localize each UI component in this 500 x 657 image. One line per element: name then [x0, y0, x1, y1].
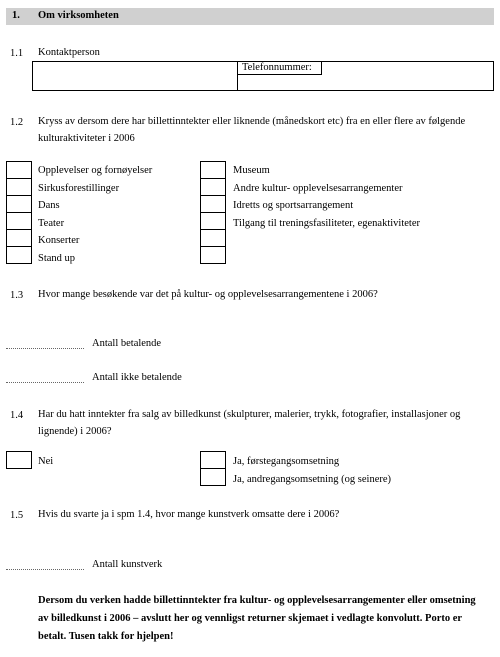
checkbox-museum[interactable]: [200, 161, 226, 179]
option-label: Sirkusforestillinger: [38, 182, 120, 194]
checkbox-ja-andregang[interactable]: [200, 468, 226, 486]
nonpaying-visitors-label: Antall ikke betalende: [92, 372, 182, 383]
option-label: Museum: [233, 165, 270, 176]
q14-text: Har du hatt inntekter fra salg av billedkunst (skulpturer, malerier, trykk, fotografier, installasjoner og lignende) i 2006?: [38, 409, 461, 437]
option-nei-label: Nei: [38, 456, 54, 467]
checkbox-standup[interactable]: [6, 246, 32, 264]
q15-number: 1.5: [10, 510, 24, 521]
option-label: Tilgang til treningsfasiliteter, egenaktiviteter: [233, 217, 420, 229]
nonpaying-visitors-field[interactable]: [6, 382, 84, 383]
closing-instructions: Dersom du verken hadde billettinntekter fra kultur- og opplevelsesarrangementer eller omsetning av billedkunst i 2006 – avslutt her og vennligst returner skjemaet i vedlagte konvolutt. Porto er betalt. Tusen takk for hjelpen!: [38, 595, 476, 642]
section-number: 1.: [12, 10, 20, 21]
option-label: Teater: [38, 217, 65, 229]
q14-yes-checkboxes: [200, 451, 226, 486]
q12-left-checkboxes: [6, 161, 32, 264]
phone-label: Telefonnummer:: [237, 61, 322, 75]
artworks-count-field[interactable]: [6, 569, 84, 570]
checkbox-konserter[interactable]: [6, 229, 32, 247]
option-label: Dans: [38, 200, 60, 211]
q13-text: Hvor mange besøkende var det på kultur- og opplevelsesarrangementene i 2006?: [38, 289, 378, 300]
option-label: Stand up: [38, 252, 76, 264]
q12-number: 1.2: [10, 117, 24, 128]
q12-text: Kryss av dersom dere har billettinntekter eller liknende (månedskort etc) fra en eller flere av følgende kulturaktiviteter i 2006: [38, 116, 466, 144]
checkbox-empty-1[interactable]: [200, 229, 226, 247]
option-label: Andre kultur- opplevelsesarrangementer: [233, 182, 403, 194]
q13-number: 1.3: [10, 290, 24, 301]
q14-yes-options: [233, 453, 391, 488]
checkbox-opplevelser[interactable]: [6, 161, 32, 179]
q15-text: Hvis du svarte ja i spm 1.4, hvor mange kunstverk omsatte dere i 2006?: [38, 509, 340, 520]
option-label: Konserter: [38, 235, 80, 246]
option-label: Opplevelser og fornøyelser: [38, 165, 153, 176]
q12-left-options: [38, 162, 152, 267]
q11-number: 1.1: [10, 48, 24, 59]
checkbox-dans[interactable]: [6, 195, 32, 213]
checkbox-andre-kultur[interactable]: [200, 178, 226, 196]
option-label: Ja, andregangsomsetning (og seinere): [233, 473, 392, 485]
q12-right-checkboxes: [200, 161, 226, 264]
checkbox-teater[interactable]: [6, 212, 32, 230]
q11-label: Kontaktperson: [38, 47, 100, 58]
q14-number: 1.4: [10, 410, 24, 421]
q12-right-options: [233, 162, 420, 232]
paying-visitors-field[interactable]: [6, 348, 84, 349]
checkbox-sirkus[interactable]: [6, 178, 32, 196]
checkbox-empty-2[interactable]: [200, 246, 226, 264]
option-label: Ja, førstegangsomsetning: [233, 456, 340, 467]
paying-visitors-label: Antall betalende: [92, 338, 162, 349]
checkbox-ja-forstegang[interactable]: [200, 451, 226, 469]
section-title: Om virksomheten: [38, 10, 119, 21]
checkbox-nei[interactable]: [6, 451, 32, 469]
checkbox-trening[interactable]: [200, 212, 226, 230]
artworks-count-label: Antall kunstverk: [92, 559, 163, 570]
checkbox-idrett[interactable]: [200, 195, 226, 213]
option-label: Idretts og sportsarrangement: [233, 200, 354, 211]
